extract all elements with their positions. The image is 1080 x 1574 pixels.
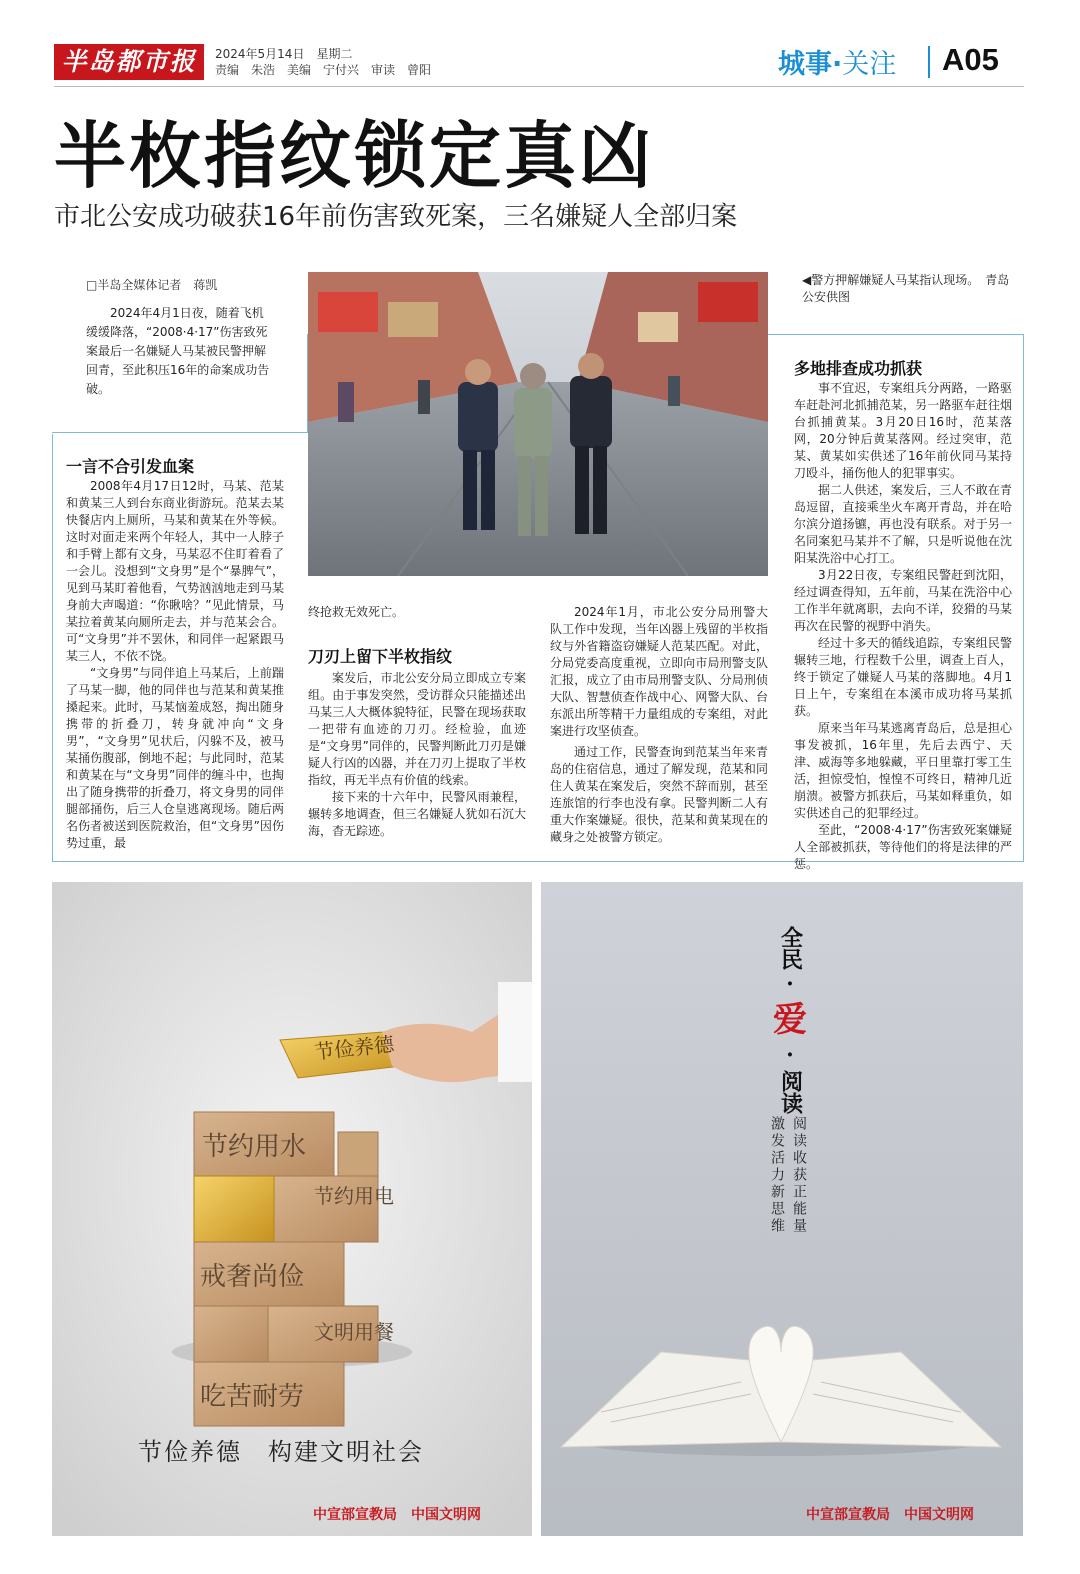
paragraph: 原来当年马某逃离青岛后，总是担心事发被抓，16年里，先后去西宁、天津、威海等多地躲藏，平日里靠打零工生活，担惊受怕，惶惶不可终日，精神几近崩溃。被警方抓获后，马某如释重负，如实供述自己的犯罪经过。: [794, 721, 1012, 820]
title-love: 爱: [773, 1000, 807, 1040]
section-name-b: 关注: [842, 49, 897, 80]
section-dot: ·: [832, 49, 843, 80]
column-2-top: [308, 604, 526, 621]
column-4: [794, 380, 1012, 873]
headline: 半枚指纹锁定真凶: [54, 114, 655, 198]
issue-date: 2024年5月14日 星期二: [215, 47, 353, 61]
paragraph: 3月22日夜，专案组民警赶到沈阳，经过调查得知，五年前，马某在洗浴中心工作半年就离职，去向不详，狡猾的马某再次在民警的视野中消失。: [794, 568, 1012, 633]
issue-meta: [215, 46, 431, 78]
block-label-power: 节约用电: [314, 1184, 394, 1208]
paragraph: 通过工作，民警查询到范某当年来青岛的住宿信息，通过了解发现，范某和同住人黄某在案发后，突然不辞而别，甚至连旅馆的行李也没有拿。民警判断二人有重大作案嫌疑。很快，范某和黄某现在的藏身之处被警方锁定。: [550, 745, 768, 844]
block-label-water: 节约用水: [202, 1132, 307, 1162]
frame-edge: [52, 432, 308, 433]
reading-ad-sub-2: 激发活力新思维: [769, 1116, 785, 1235]
block-label-dining: 文明用餐: [314, 1320, 394, 1344]
column-1: [66, 478, 284, 852]
subheadline: 市北公安成功破获16年前伤害致死案，三名嫌疑人全部归案: [54, 202, 738, 232]
frame-edge-top-right: [768, 334, 1024, 335]
news-photo: [308, 272, 768, 576]
section-divider: [928, 46, 930, 78]
section-title-1: 一言不合引发血案: [66, 457, 195, 476]
header-rule: [54, 86, 1024, 87]
paragraph: 案发后，市北公安分局立即成立专案组。由于事发突然，受访群众只能描述出马某三人大概体貌特征，民警在现场获取一把带有血迹的刀刃。经检验，血迹是“文身男”同伴的，民警判断此刀刃是嫌疑人行凶的凶器，并在刀刃上提取了半枚指纹，再无半点有价值的线索。: [308, 671, 526, 787]
section-name-a: 城事: [778, 49, 832, 80]
paragraph: “文身男”与同伴追上马某后，上前踹了马某一脚，他的同伴也与范某和黄某推搡起来。此时，马某恼羞成怒，掏出随身携带的折叠刀，转身就冲向“文身男”，“文身男”见状后，闪躲不及，被马某捅伤腹部，倒地不起；与此同时，范某和黄某在与“文身男”同伴的缠斗中，也掏出了随身携带的折叠刀，将文身男的同伴腿部捅伤，后三人仓皇逃离现场。随后两名伤者被送到医院救治，但“文身男”因伤势过重，最: [66, 666, 284, 850]
title-part-b: 阅读: [777, 1070, 804, 1114]
newspaper-logo: 半岛都市报: [54, 44, 204, 80]
paragraph: 据二人供述，案发后，三人不敢在青岛逗留，直接乘坐火车离开青岛，并在哈尔滨分道扬镳，再也没有联系。对于另一名同案犯马某并不了解，只是听说他在沈阳某洗浴中心打工。: [794, 483, 1012, 565]
byline: □半岛全媒体记者 蒋凯: [86, 278, 218, 292]
section-title-3: 多地排查成功抓获: [794, 359, 923, 378]
paragraph: 接下来的十六年中，民警风雨兼程，辗转多地调查，但三名嫌疑人犹如石沉大海，杳无踪迹。: [308, 790, 526, 838]
column-3: [550, 604, 768, 846]
lead-paragraph: 2024年4月1日夜，随着飞机缓缓降落，“2008·4·17”伤害致死案最后一名嫌疑人马某被民警押解回青，至此积压16年的命案成功告破。: [86, 306, 270, 396]
title-part-a: 全民: [777, 926, 804, 970]
block-label-hardwork: 吃苦耐劳: [200, 1382, 305, 1412]
ad-credit-left: 中宣部宣教局 中国文明网: [313, 1507, 481, 1523]
ad-slogan: 节俭养德 构建文明社会: [138, 1438, 424, 1466]
section-label: [778, 42, 896, 81]
section-title-2: 刀刃上留下半枚指纹: [308, 647, 453, 666]
staff-credits: 责编 朱浩 美编 宁付兴 审读 曾阳: [215, 63, 432, 77]
gold-bar-label: 节俭养德: [313, 1031, 396, 1065]
paragraph: 2008年4月17日12时，马某、范某和黄某三人到台东商业街游玩。范某去某快餐店内上厕所，马某和黄某在外等候。这时对面走来两个年轻人，其中一人脖子和手臂上都有文身，马某忍不住盯着看了一会儿。没想到“文身男”是个“暴脾气”，见到马某盯着他看，气势汹汹地走到马某身前大声喝道：“你瞅啥？”见此情景，马某拉着黄某向厕所走去，并与范某会合。可“文身男”并不罢休，和同伴一起紧跟马某三人，不依不饶。: [66, 479, 284, 663]
page-number: A05: [942, 42, 999, 77]
paragraph: 事不宜迟，专案组兵分两路，一路驱车赶赴河北抓捕范某，另一路驱车赶往烟台抓捕黄某。3月20日16时，范某落网，20分钟后黄某落网。经过突审，范某、黄某如实供述了16年前伙同马某持刀殴斗，捅伤他人的犯罪事实。: [794, 381, 1012, 480]
ad-credit-right: 中宣部宣教局 中国文明网: [806, 1507, 974, 1523]
reading-ad-title: [770, 926, 810, 1114]
column-2: [308, 670, 526, 840]
photo-caption: ◀警方押解嫌疑人马某指认现场。 青岛公安供图: [802, 273, 1010, 304]
paragraph: 至此，“2008·4·17”伤害致死案嫌疑人全部被抓获，等待他们的将是法律的严惩。: [794, 823, 1012, 871]
paragraph: 经过十多天的循线追踪，专案组民警辗转三地，行程数千公里，调查上百人，终于锁定了嫌疑人马某的落脚地。4月1日上午，专案组在本溪市成功将马某抓获。: [794, 636, 1012, 718]
block-label-frugal: 戒奢尚俭: [200, 1262, 305, 1292]
street-scene-illustration: [308, 272, 768, 576]
paragraph-tail: 终抢救无效死亡。: [308, 605, 405, 619]
title-dot: ·: [786, 971, 794, 997]
reading-ad-sub-1: 阅读收获正能量: [791, 1116, 807, 1235]
title-dot: ·: [786, 1042, 794, 1068]
paragraph: 2024年1月，市北公安分局刑警大队工作中发现，当年凶器上残留的半枚指纹与外省籍盗窃嫌疑人范某匹配。对此，分局党委高度重视，立即向市局刑警支队汇报，成立了由市局刑警支队、分局刑侦大队、智慧侦查作战中心、网警大队、台东派出所等精干力量组成的专案组，对此案进行攻坚侦查。: [550, 605, 768, 738]
